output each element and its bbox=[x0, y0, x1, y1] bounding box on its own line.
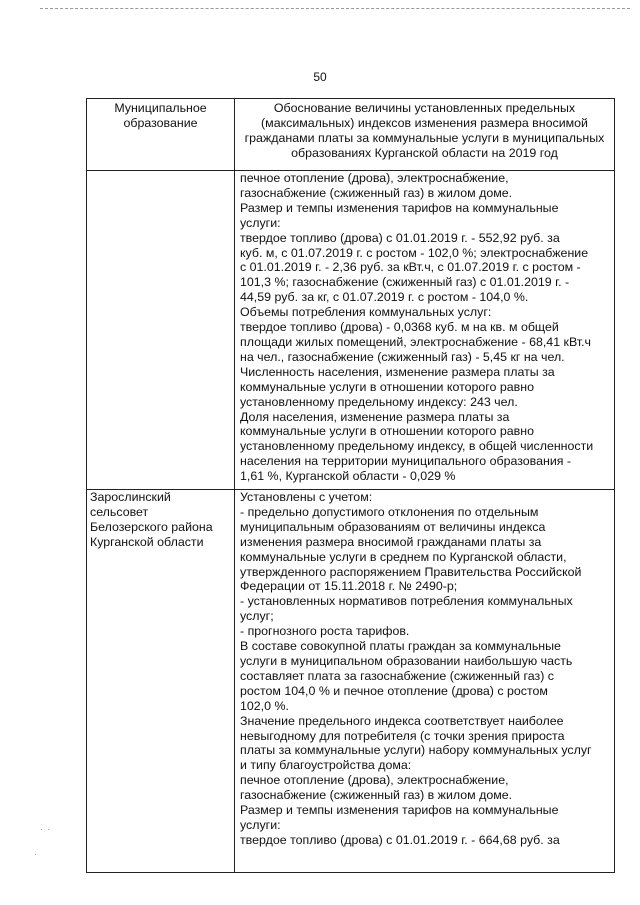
text-line: печное отопление (дрова), электроснабжение, bbox=[240, 171, 509, 185]
text-line: утвержденного распоряжением Правительства Российской bbox=[240, 564, 582, 579]
text-line: печное отопление (дрова), электроснабжение, bbox=[240, 773, 509, 788]
text-line: изменения размера вносимой гражданами платы за bbox=[240, 534, 542, 549]
header-text-line: гражданами платы за коммунальные услуги в муниципальных bbox=[244, 130, 605, 145]
text-line: Федерации от 15.11.2018 г. № 2490-р; bbox=[240, 579, 458, 594]
municipality-name-line: сельсовет bbox=[90, 504, 149, 519]
header-text-line: Обоснование величины установленных предельных bbox=[273, 101, 576, 115]
text-line: - установленных нормативов потребления коммунальных bbox=[240, 594, 573, 609]
text-line: ростом 104,0 % и печное отопление (дрова) с ростом bbox=[240, 683, 548, 698]
header-text-line: Муниципальное bbox=[114, 101, 207, 115]
row1-justification bbox=[235, 171, 615, 490]
text-line: муниципальным образованиям от величины индекса bbox=[240, 519, 546, 534]
text-line: В составе совокупной платы граждан за коммунальные bbox=[240, 639, 561, 654]
text-line: Значение предельного индекса соответствует наиболее bbox=[240, 713, 564, 728]
text-line: населения на территории муниципального образования - bbox=[240, 454, 572, 469]
text-line: 102,0 %. bbox=[240, 698, 289, 713]
text-line: услуги в муниципальном образовании наибольшую часть bbox=[240, 653, 573, 668]
text-line: невыгодному для потребителя (с точки зрения прироста bbox=[240, 728, 565, 743]
header-justification bbox=[235, 99, 615, 171]
table-header-row bbox=[87, 99, 615, 171]
header-justification-text bbox=[235, 99, 614, 161]
text-line: - предельно допустимого отклонения по отдельным bbox=[240, 504, 539, 519]
text-line: Доля населения, изменение размера платы за bbox=[240, 409, 510, 424]
row1-municipality bbox=[87, 171, 235, 490]
page-number: 50 bbox=[313, 70, 327, 84]
text-line: твердое топливо (дрова) с 01.01.2019 г. - 552,92 руб. за bbox=[240, 230, 560, 245]
text-line: куб. м, с 01.07.2019 г. с ростом - 102,0 %; электроснабжение bbox=[240, 245, 589, 260]
text-line: и типу благоустройства дома: bbox=[240, 758, 412, 773]
header-municipality-text bbox=[87, 99, 234, 131]
header-text-line: (максимальных) индексов изменения размера вносимой bbox=[261, 115, 588, 130]
municipality-name-line: Белозерского района bbox=[90, 519, 213, 534]
text-line: 44,59 руб. за кг, с 01.07.2019 г. с ростом - 104,0 %. bbox=[240, 290, 529, 305]
scan-mark: · bbox=[34, 850, 37, 859]
text-line: твердое топливо (дрова) - 0,0368 куб. м на кв. м общей bbox=[240, 320, 559, 335]
row1-justification-text bbox=[235, 171, 614, 484]
text-line: коммунальные услуги в среднем по Курганской области, bbox=[240, 549, 567, 564]
text-line: Численность населения, изменение размера платы за bbox=[240, 364, 555, 379]
text-line: Установлены с учетом: bbox=[240, 490, 373, 504]
header-text-line: образование bbox=[123, 115, 198, 130]
scan-top-edge bbox=[40, 8, 630, 9]
text-line: газоснабжение (сжиженный газ) в жилом доме. bbox=[240, 185, 513, 200]
text-line: услуги: bbox=[240, 817, 281, 832]
row2-municipality-name bbox=[87, 490, 234, 550]
text-line: 1,61 %, Курганской области - 0,029 % bbox=[240, 469, 456, 484]
text-line: платы за коммунальные услуги) набору коммунальных услуг bbox=[240, 743, 592, 758]
text-line: установленному предельному индексу: 243 чел. bbox=[240, 394, 518, 409]
header-municipality bbox=[87, 99, 235, 171]
row2-justification bbox=[235, 490, 615, 873]
text-line: коммунальные услуги в отношении которого равно bbox=[240, 379, 534, 394]
header-text-line: образованиях Курганской области на 2019 год bbox=[291, 145, 558, 160]
text-line: установленному предельному индексу, в общей численности bbox=[240, 439, 594, 454]
text-line: услуги: bbox=[240, 215, 281, 230]
text-line: Объемы потребления коммунальных услуг: bbox=[240, 305, 492, 320]
table-row bbox=[87, 171, 615, 490]
text-line: Размер и темпы изменения тарифов на коммунальные bbox=[240, 200, 559, 215]
row2-justification-text bbox=[235, 490, 614, 848]
text-line: составляет плата за газоснабжение (сжиженный газ) с bbox=[240, 668, 554, 683]
row2-municipality bbox=[87, 490, 235, 873]
text-line: коммунальные услуги в отношении которого равно bbox=[240, 424, 534, 439]
text-line: услуг; bbox=[240, 609, 274, 624]
text-line: площади жилых помещений, электроснабжение - 68,41 кВт.ч bbox=[240, 334, 592, 349]
text-line: 101,3 %; газоснабжение (сжиженный газ) с 01.01.2019 г. - bbox=[240, 275, 570, 290]
tariff-table bbox=[86, 98, 615, 873]
text-line: с 01.01.2019 г. - 2,36 руб. за кВт.ч, с 01.07.2019 г. с ростом - bbox=[240, 260, 581, 275]
text-line: газоснабжение (сжиженный газ) в жилом доме. bbox=[240, 788, 513, 803]
text-line: - прогнозного роста тарифов. bbox=[240, 624, 410, 639]
text-line: твердое топливо (дрова) с 01.01.2019 г. - 664,68 руб. за bbox=[240, 832, 560, 847]
scan-mark: · · bbox=[40, 825, 50, 834]
text-line: на чел., газоснабжение (сжиженный газ) - 5,45 кг на чел. bbox=[240, 349, 565, 364]
municipality-name-line: Зарослинский bbox=[90, 490, 171, 504]
table-row bbox=[87, 490, 615, 873]
municipality-name-line: Курганской области bbox=[90, 534, 204, 549]
text-line: Размер и темпы изменения тарифов на коммунальные bbox=[240, 803, 559, 818]
